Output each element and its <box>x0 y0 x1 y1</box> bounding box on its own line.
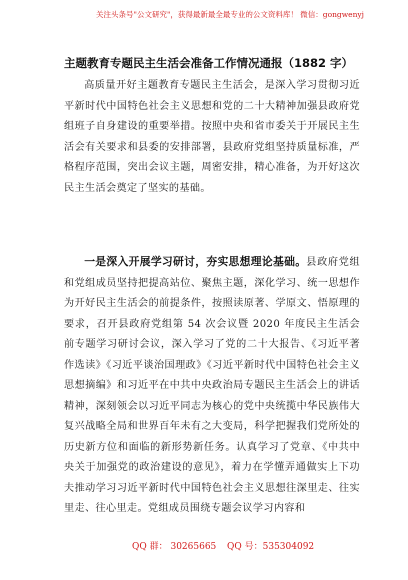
document-title: 主题教育专题民主生活会准备工作情况通报（1882 字） <box>64 56 354 70</box>
paragraph-lead-heading: 一是深入开展学习研讨，夯实思想理论基础。 <box>84 255 307 268</box>
paragraph-study <box>64 252 360 544</box>
paragraph-intro: 高质量开好主题教育专题民主生活会，是深入学习贯彻习近平新时代中国特色社会主义思想和党的二十大精神加强县政府党组班子自身建设的重要举措。按照中央和省市委关于开展民主生活会有关要求和县委的安排部署，县政府党组坚持质量标准，严格程序范围，突出会议主题，周密安排，精心准备，为开好这次民主生活会奠定了坚实的基础。 <box>64 80 360 194</box>
header-banner: 关注头条号"公文研究"，获得最新最全最专业的公文资料库！ 微信：gongwenyj <box>96 10 364 19</box>
footer-contacts <box>0 538 408 556</box>
qq-group-number: QQ 群： 30265665 <box>132 542 217 552</box>
qq-contact-number: QQ 号：535304092 <box>227 542 315 552</box>
paragraph-body: 县政府党组和党组成员坚持把提高站位、聚焦主题，深化学习、统一思想作为开好民主生活会的前提条件，按照读原著、学原文、悟原理的要求，召开县政府党组第 54 次会议暨 2020 年度民主生活会前专题学习研讨会议，深入学习了党的二十大报告、《习近平著作选读》《习近平谈治国理政》《习近平新时代中国特色社会主义思想摘编》和习近平在中共中央政治局专题民主生活会上的讲话精神，深刻领会以习近平同志为核心的党中央统揽中华民族伟大复兴战略全局和世界百年未有之大变局，科学把握我们党所处的历史新方位和面临的新形势新任务。认真学习了党章、《中共中央关于加强党的政治建设的意见》，着力在学懂弄通做实上下功夫推动学习习近平新时代中国特色社会主义思想往深里走、往实里走、往心里走。党组成员围绕专题会议学习内容和 <box>64 257 360 514</box>
